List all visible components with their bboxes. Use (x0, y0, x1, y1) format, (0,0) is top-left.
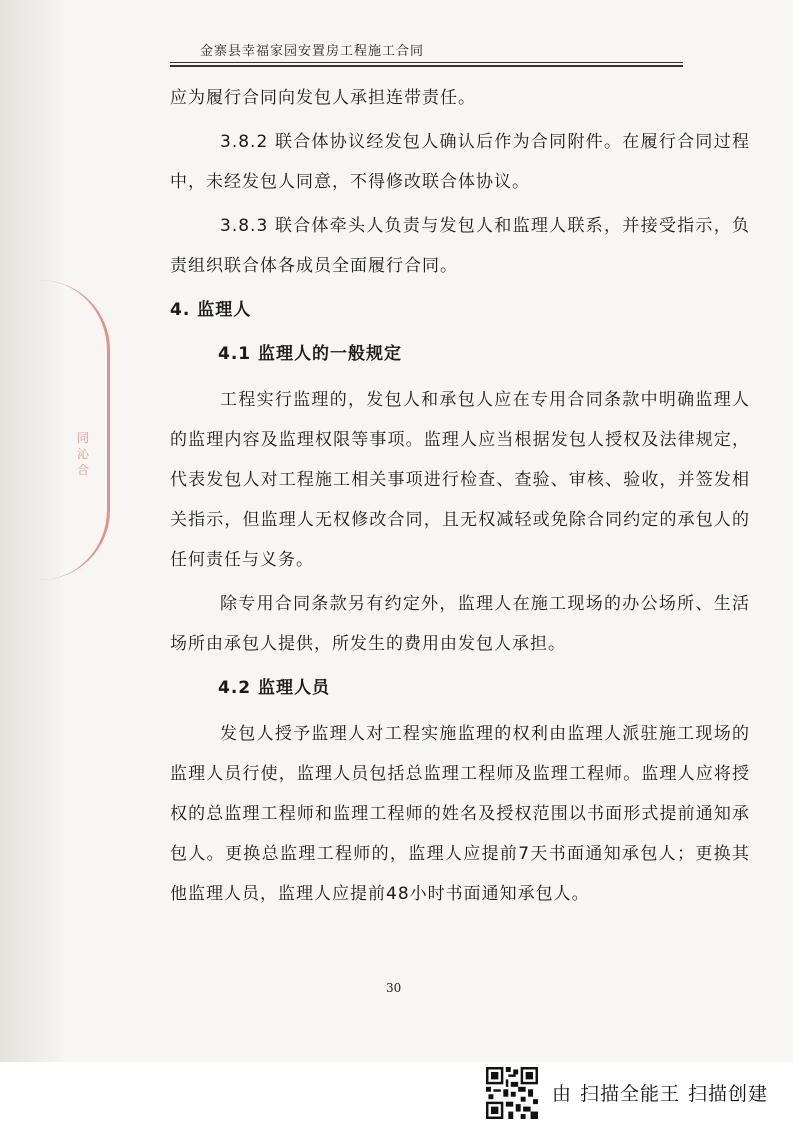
paragraph-continuation: 应为履行合同向发包人承担连带责任。 (170, 88, 476, 108)
red-seal-stamp (40, 280, 110, 580)
header-rule-thin (170, 62, 683, 63)
clause-3-8-2: 3.8.2 联合体协议经发包人确认后作为合同附件。在履行合同过程中，未经发包人同意，不得修改联合体协议。 (170, 132, 750, 192)
paragraph-general-provisions: 工程实行监理的，发包人和承包人应在专用合同条款中明确监理人的监理内容及监理权限等事项。监理人应当根据发包人授权及法律规定，代表发包人对工程施工相关事项进行检查、查验、审核、验收，并签发相关指示，但监理人无权修改合同，且无权减轻或免除合同约定的承包人的任何责任与义务。 (170, 390, 750, 570)
page-number: 30 (386, 981, 402, 995)
scanner-watermark-text (552, 1079, 768, 1106)
paragraph-office-premises: 除专用合同条款另有约定外，监理人在施工现场的办公场所、生活场所由承包人提供，所发生的费用由发包人承担。 (170, 594, 750, 654)
watermark-suffix: 扫描创建 (688, 1083, 769, 1105)
qr-code-icon (486, 1067, 538, 1119)
paragraph-supervision-staff: 发包人授予监理人对工程实施监理的权利由监理人派驻施工现场的监理人员行使，监理人员包括总监理工程师及监理工程师。监理人应将授权的总监理工程师和监理工程师的姓名及授权范围以书面形式提前通知承包人。更换总监理工程师的，监理人应提前7天书面通知承包人；更换其他监理人员，监理人应提前48小时书面通知承包人。 (170, 724, 750, 904)
seal-text: 同沁合 (77, 431, 90, 477)
header-rule-thick (170, 65, 683, 67)
section-4-1-heading: 4.1 监理人的一般规定 (218, 344, 403, 364)
section-4-heading: 4. 监理人 (170, 300, 252, 320)
section-4-2-heading: 4.2 监理人员 (218, 678, 331, 698)
clause-3-8-3: 3.8.3 联合体牵头人负责与发包人和监理人联系，并接受指示，负责组织联合体各成员全面履行合同。 (170, 216, 750, 276)
watermark-prefix: 由 (552, 1083, 573, 1105)
document-body (170, 78, 750, 914)
watermark-brand: 扫描全能王 (580, 1083, 681, 1105)
document-header-title: 金寨县幸福家园安置房工程施工合同 (200, 44, 425, 59)
